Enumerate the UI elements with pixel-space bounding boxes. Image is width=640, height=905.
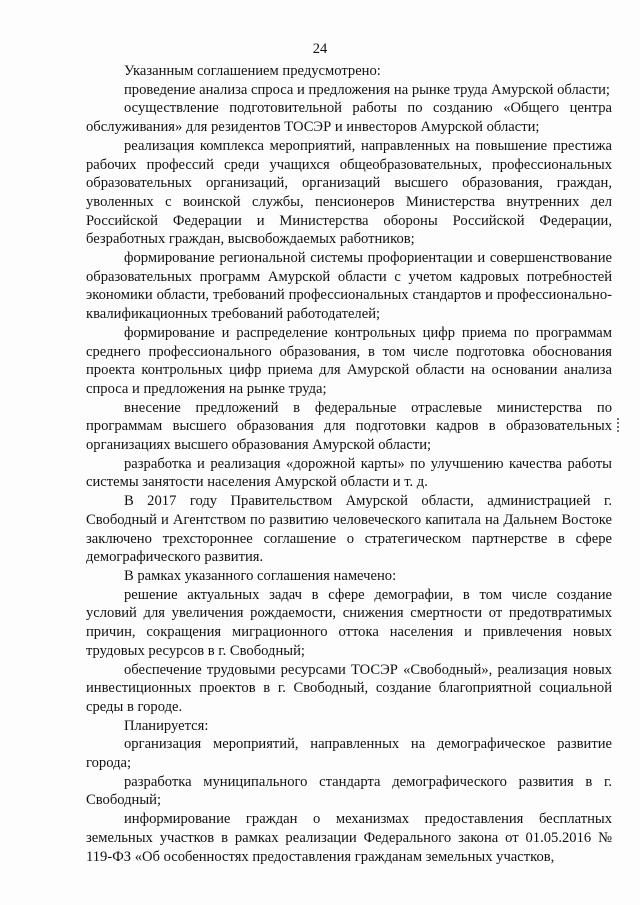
paragraph: решение актуальных задач в сфере демографии, в том числе создание условий для увеличения рождаемости, снижения смертности от предотвратимых причин, сокращения миграционного оттока населения и привлечения новых трудовых ресурсов в г. Свободный; [86,586,612,659]
paragraph: обеспечение трудовыми ресурсами ТОСЭР «Свободный», реализация новых инвестиционных проектов в г. Свободный, создание благоприятной социальной среды в городе. [86,661,612,715]
paragraph: Указанным соглашением предусмотрено: [124,63,381,79]
paragraph: информирование граждан о механизмах предоставления бесплатных земельных участков в рамках реализации Федерального закона от 01.05.2016 № 119-ФЗ «Об особенностях предоставления гражданам земельных участков, [86,811,612,865]
paragraph: Планируется: [124,717,209,734]
page-number: 24 [312,41,328,57]
paragraph: проведение анализа спроса и предложения на рынке труда Амурской области; [124,81,610,98]
paragraph: формирование и распределение контрольных цифр приема по программам среднего профессионального образования, в том числе подготовка обоснования проекта контрольных цифр приема для Амурской области на основании анализа спроса и предложения на рынке труда; [86,324,612,397]
paragraph: В 2017 году Правительством Амурской области, администрацией г. Свободный и Агентством по развитию человеческого капитала на Дальнем Востоке заключено трехстороннее соглашение о стратегическом партнерстве в сфере демографического развития. [86,493,612,566]
paragraph: формирование региональной системы профориентации и совершенствование образовательных программ Амурской области с учетом кадровых потребностей экономики области, требований профессиональных стандартов и профессионально-квалификационных требований работодателей; [86,250,612,323]
paragraph: организация мероприятий, направленных на демографическое развитие города; [86,736,612,772]
paragraph: осуществление подготовительной работы по созданию «Общего центра обслуживания» для резидентов ТОСЭР и инвесторов Амурской области; [86,100,612,136]
scan-mark [617,418,619,432]
body-text [86,62,612,866]
paragraph: В рамках указанного соглашения намечено: [124,567,397,584]
paragraph: разработка муниципального стандарта демографического развития в г. Свободный; [86,773,612,809]
paragraph: внесение предложений в федеральные отраслевые министерства по программам высшего образования для подготовки кадров в образовательных организациях высшего образования Амурской области; [86,399,612,454]
paragraph: реализация комплекса мероприятий, направленных на повышение престижа рабочих профессий среди учащихся общеобразовательных, профессиональных образовательных организаций, организаций высшего образования, граждан, уволенных с воинской службы, пенсионеров Министерства внутренних дел Российской Федерации и Министерства обороны Российской Федерации, безработных граждан, высвобождаемых работников; [86,137,612,248]
paragraph: разработка и реализация «дорожной карты» по улучшению качества работы системы занятости населения Амурской области и т. д. [86,455,612,491]
